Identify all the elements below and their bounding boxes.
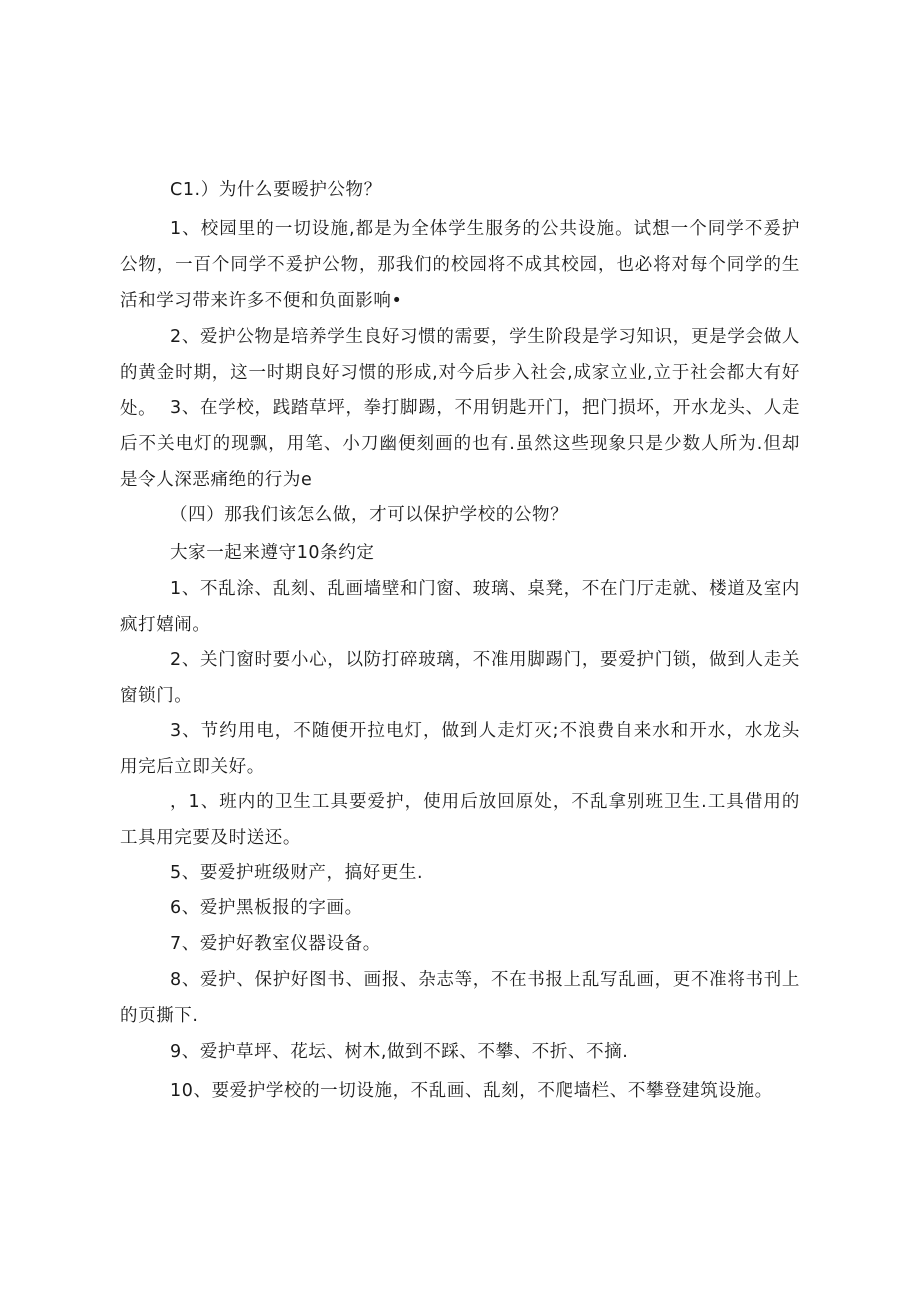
rule-item-4: ，1、班内的卫生工具要爱护，使用后放回原处，不乱拿别班卫生.工具借用的工具用完要及时送还。 [120,792,800,848]
rule-item-7: 7、爱护好教室仪器设备。 [170,934,381,954]
rule-item-10: 10、要爱护学校的一切设施，不乱画、乱刻，不爬墙栏、不攀登建筑设施。 [170,1081,773,1101]
rule-item-6: 6、爱护黑板报的字画。 [170,898,363,918]
section-heading-what-to-do: （四）那我们该怎么做，才可以保护学校的公物？ [170,505,569,525]
rule-item-3: 3、节约用电，不随便开拉电灯，做到人走灯灭;不浪费自来水和开水，水龙头用完后立即关好。 [120,721,800,777]
rule-item-1: 1、不乱涂、乱刻、乱画墙壁和门窗、玻璃、桌凳，不在门厅走就、楼道及室内疯打嬉闹。 [120,579,800,635]
paragraph-reason-3: 3、在学校，践踏草坪，拳打脚踢，不用钥匙开门，把门损坏，开水龙头、人走后不关电灯的现飘，用笔、小刀幽便刻画的也有.虽然这些现象只是少数人所为.但却是令人深恶痛绝的行为e [120,398,800,490]
agreement-intro: 大家一起来遵守10条约定 [170,543,375,563]
section-heading-why: C1.）为什么要暧护公物？ [170,180,382,200]
rule-item-9: 9、爱护草坪、花坛、树木,做到不踩、不攀、不折、不摘. [170,1042,629,1062]
rule-item-8: 8、爱护、保护好图书、画报、杂志等，不在书报上乱写乱画，更不准将书刊上的页撕下. [120,970,800,1026]
rule-item-2: 2、关门窗时要小心，以防打碎玻璃，不准用脚踢门，要爱护门锁，做到人走关窗锁门。 [120,650,800,706]
paragraph-reason-2: 2、爱护公物是培养学生良好习惯的需要，学生阶段是学习知识，更是学会做人的黄金时期，这一时期良好习惯的形成,对今后步入社会,成家立业,立于社会都大有好处。 [120,327,800,419]
rule-item-5: 5、要爱护班级财产，搞好更生. [170,863,424,883]
paragraph-reason-1: 1、校园里的一切设施,都是为全体学生服务的公共设施。试想一个同学不爰护公物，一百个同学不爰护公物，那我们的校园将不成其校园，也必将对每个同学的生活和学习带来许多不便和负面影响• [120,219,800,311]
